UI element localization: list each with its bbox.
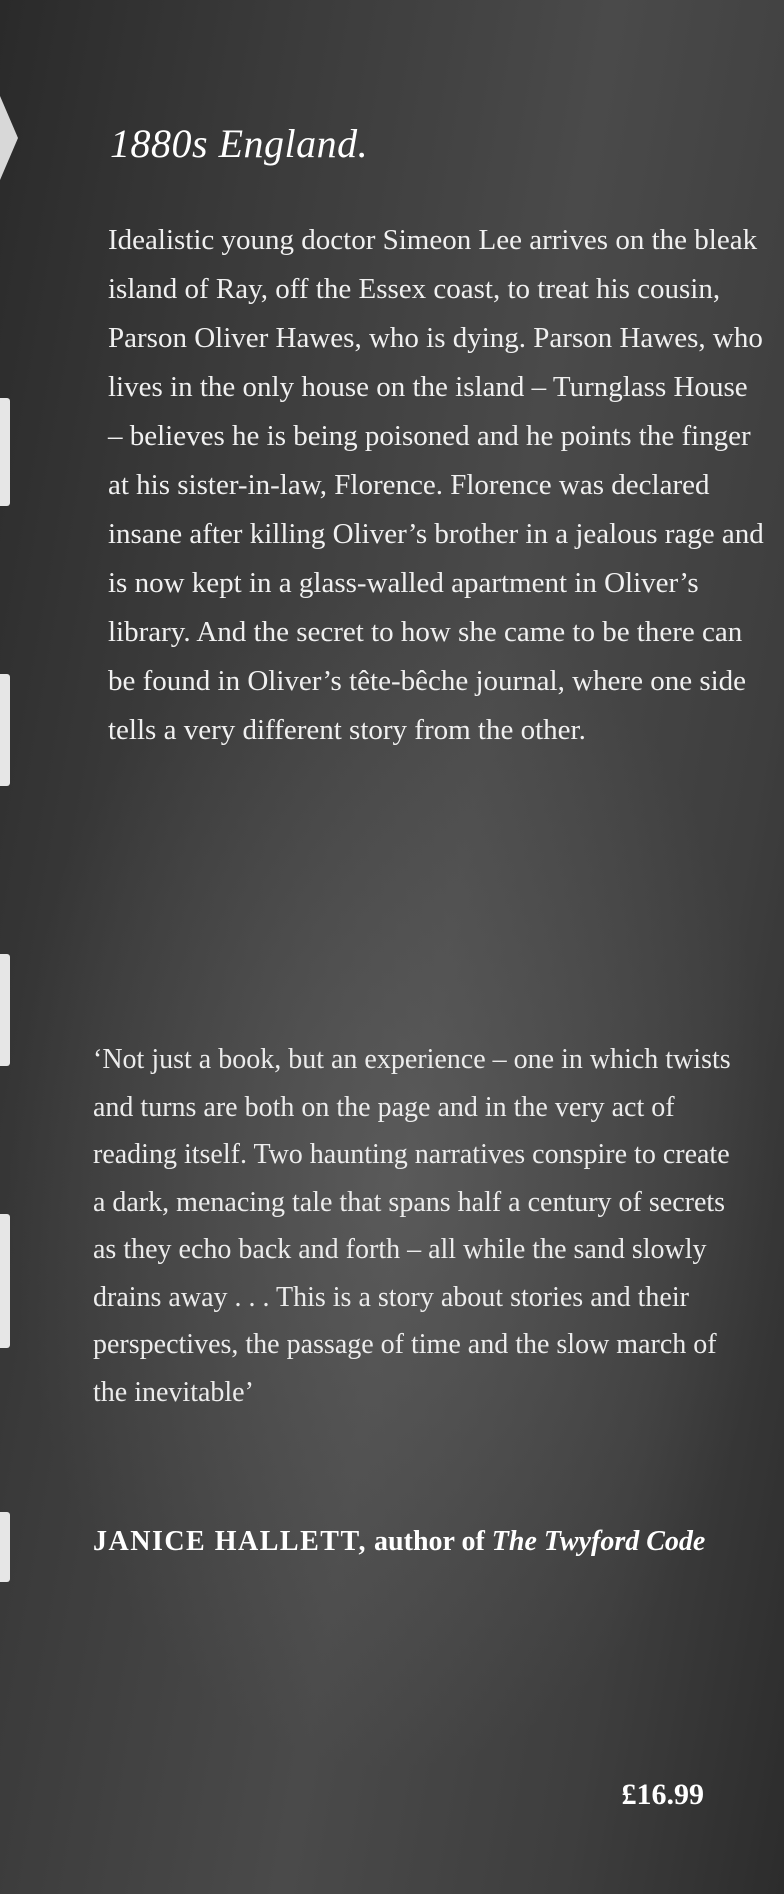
setting-heading: 1880s England.: [110, 121, 369, 166]
quote-author-name: JANICE HALLETT,: [93, 1526, 368, 1557]
price-label: £16.99: [621, 1778, 704, 1811]
edge-bar-mark: [0, 1512, 10, 1582]
edge-bar-mark: [0, 954, 10, 1066]
edge-bar-mark: [0, 674, 10, 786]
edge-bar-mark: [0, 398, 10, 506]
quote-author-book-title: The Twyford Code: [491, 1526, 706, 1557]
edge-bar-mark: [0, 1214, 10, 1348]
synopsis-text: Idealistic young doctor Simeon Lee arrives on the bleak island of Ray, off the Essex coast, to treat his cousin, Parson Oliver Hawes, who is dying. Parson Hawes, who lives in the only house on the island – Turnglass House – believes he is being poisoned and he points the finger at his sister-in-law, Florence. Florence was declared insane after killing Oliver’s brother in a jealous rage and is now kept in a glass-walled apartment in Oliver’s library. And the secret to how she came to be there can be found in Oliver’s tête-bêche journal, where one side tells a very different story from the other.: [108, 224, 764, 746]
quote-attribution: [93, 1518, 733, 1566]
quote-author-of: author of: [367, 1526, 492, 1557]
review-quote: ‘Not just a book, but an experience – one in which twists and turns are both on the page and in the very act of reading itself. Two haunting narratives conspire to create a dark, menacing tale that spans half a century of secrets as they echo back and forth – all while the sand slowly drains away . . . This is a story about stories and their perspectives, the passage of time and the slow march of the inevitable’: [93, 1044, 731, 1408]
edge-notch-mark: [0, 96, 18, 180]
